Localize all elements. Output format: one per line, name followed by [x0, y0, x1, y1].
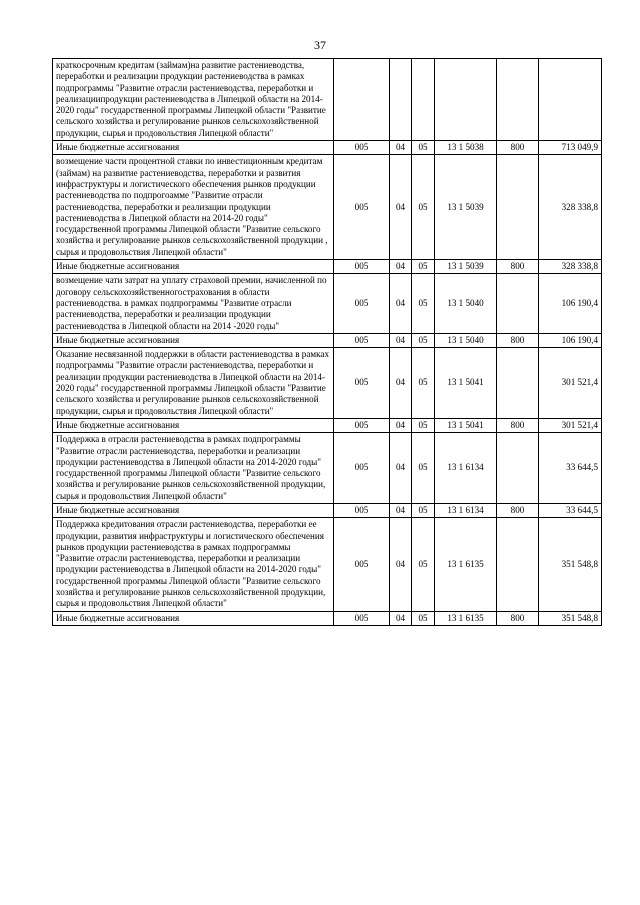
row-vr: [497, 433, 539, 504]
row-sum: 328 338,8: [539, 260, 602, 274]
row-ved: 005: [334, 418, 390, 432]
row-pr: 05: [412, 141, 435, 155]
row-vr: 800: [497, 260, 539, 274]
row-rz: 04: [390, 348, 412, 419]
row-csr: 13 1 6134: [435, 433, 497, 504]
row-ved: 005: [334, 348, 390, 419]
row-sum: 106 190,4: [539, 333, 602, 347]
row-pr: 05: [412, 611, 435, 625]
row-csr: 13 1 5041: [435, 348, 497, 419]
row-vr: 800: [497, 611, 539, 625]
row-name: Поддержка в отрасли растениеводства в рамках подпрограммы "Развитие отрасли растениеводства, переработки и реализации продукции растениеводства в Липецкой области на 2014-2020 годы" государственной программы Липецкой области "Развитие сельского хозяйства и регулирование рынков сельскохозяйственной продукции, сырья и продовольствия Липецкой области": [53, 433, 334, 504]
row-ved: 005: [334, 503, 390, 517]
row-csr: [435, 59, 497, 141]
row-pr: 05: [412, 274, 435, 333]
row-sum: 33 644,5: [539, 503, 602, 517]
table-row: [53, 59, 602, 141]
table-row: [53, 503, 602, 517]
table-row: [53, 260, 602, 274]
row-name: Иные бюджетные ассигнования: [53, 418, 334, 432]
row-rz: 04: [390, 418, 412, 432]
row-name: Иные бюджетные ассигнования: [53, 611, 334, 625]
row-csr: 13 1 6135: [435, 518, 497, 611]
row-rz: 04: [390, 274, 412, 333]
row-sum: 106 190,4: [539, 274, 602, 333]
table-row: [53, 333, 602, 347]
row-ved: 005: [334, 611, 390, 625]
row-vr: [497, 274, 539, 333]
row-ved: 005: [334, 433, 390, 504]
row-name: Поддержка кредитования отрасли растениеводства, переработки ее продукции, развития инфраструктуры и логистического обеспечения рынков продукции растениеводства в рамках подпрограммы "Развитие отрасли растениеводства, переработки и реализации продукции растениеводства в Липецкой области на 2014-2020 годы" государственной программы Липецкой области "Развитие сельского хозяйства и регулирование рынков сельскохозяйственной продукции, сырья и продовольствия Липецкой области": [53, 518, 334, 611]
table-row: [53, 518, 602, 611]
row-pr: 05: [412, 155, 435, 260]
row-name: Иные бюджетные ассигнования: [53, 503, 334, 517]
row-csr: 13 1 5040: [435, 274, 497, 333]
table-row: [53, 155, 602, 260]
row-rz: 04: [390, 518, 412, 611]
row-name: краткосрочным кредитам (займам)на развитие растениеводства, переработки и реализации продукции растениеводства в рамках подпрограммы "Развитие отрасли растениеводства, переработки и реализациипродукции растениеводства в Липецкой области на 2014-2020 годы" государственной программы Липецкой области "Развитие сельского хозяйства и регулирование рынков сельскохозяйственной продукции, сырья и продовольствия Липецкой области": [53, 59, 334, 141]
row-sum: 351 548,8: [539, 611, 602, 625]
table-row: [53, 348, 602, 419]
row-vr: 800: [497, 333, 539, 347]
row-ved: 005: [334, 141, 390, 155]
table-row: [53, 611, 602, 625]
row-pr: 05: [412, 503, 435, 517]
row-rz: 04: [390, 503, 412, 517]
row-vr: 800: [497, 418, 539, 432]
row-name: Оказание несвязанной поддержки в области растениеводства в рамках подпрограммы "Развитие отрасли растениеводства, переработки и реализации продукции растениеводства в Липецкой области на 2014-2020 годы" государственной программы Липецкой области "Развитие сельского хозяйства и регулирование рынков сельскохозяйственной продукции, сырья и продовольствия Липецкой области": [53, 348, 334, 419]
row-pr: 05: [412, 518, 435, 611]
row-rz: 04: [390, 433, 412, 504]
row-sum: 33 644,5: [539, 433, 602, 504]
table-row: [53, 418, 602, 432]
row-sum: 301 521,4: [539, 418, 602, 432]
row-vr: [497, 518, 539, 611]
row-ved: [334, 59, 390, 141]
row-vr: [497, 348, 539, 419]
row-pr: 05: [412, 260, 435, 274]
row-rz: 04: [390, 611, 412, 625]
row-csr: 13 1 5041: [435, 418, 497, 432]
row-name: Иные бюджетные ассигнования: [53, 333, 334, 347]
budget-table: [52, 58, 602, 626]
row-csr: 13 1 5039: [435, 260, 497, 274]
row-csr: 13 1 5038: [435, 141, 497, 155]
row-pr: 05: [412, 348, 435, 419]
row-ved: 005: [334, 260, 390, 274]
row-rz: 04: [390, 141, 412, 155]
row-sum: 351 548,8: [539, 518, 602, 611]
row-sum: [539, 59, 602, 141]
row-csr: 13 1 5040: [435, 333, 497, 347]
row-pr: [412, 59, 435, 141]
row-rz: 04: [390, 333, 412, 347]
row-ved: 005: [334, 518, 390, 611]
row-sum: 713 049,9: [539, 141, 602, 155]
row-vr: [497, 59, 539, 141]
table-row: [53, 274, 602, 333]
row-ved: 005: [334, 155, 390, 260]
row-name: возмещение части процентной ставки по инвестиционным кредитам (займам) на развитие растениеводства, переработки и развития инфраструктуры и логистического обеспечения рынков продукции растениеводства по подпрогоамме "Развитие отрасли растениеводства, переработки и реализации продукции растениеводства в Липецкой области на 2014-20 годы" государственной программы Липецкой области "Развитие сельского хозяйства и регулирование рынков сельскохозяйственной продукции , сырья и продовольствия Липецкой области": [53, 155, 334, 260]
table-row: [53, 433, 602, 504]
row-rz: 04: [390, 260, 412, 274]
row-vr: [497, 155, 539, 260]
row-csr: 13 1 6135: [435, 611, 497, 625]
row-csr: 13 1 5039: [435, 155, 497, 260]
row-pr: 05: [412, 418, 435, 432]
row-vr: 800: [497, 503, 539, 517]
row-pr: 05: [412, 333, 435, 347]
row-sum: 301 521,4: [539, 348, 602, 419]
table-row: [53, 141, 602, 155]
row-csr: 13 1 6134: [435, 503, 497, 517]
page-number: 37: [314, 38, 326, 52]
row-ved: 005: [334, 274, 390, 333]
row-rz: 04: [390, 155, 412, 260]
row-name: Иные бюджетные ассигнования: [53, 260, 334, 274]
row-vr: 800: [497, 141, 539, 155]
row-sum: 328 338,8: [539, 155, 602, 260]
row-name: возмещение чати затрат на уплату страховой премии, начисленной по договору сельскохозяйственногострахования в области растениеводства. в рамках подпрограммы "Развитие отрасли растениеводства, переработки и реализации продукции растениеводства в Липецкой области на 2014 -2020 годы": [53, 274, 334, 333]
row-pr: 05: [412, 433, 435, 504]
row-name: Иные бюджетные ассигнования: [53, 141, 334, 155]
row-rz: [390, 59, 412, 141]
row-ved: 005: [334, 333, 390, 347]
